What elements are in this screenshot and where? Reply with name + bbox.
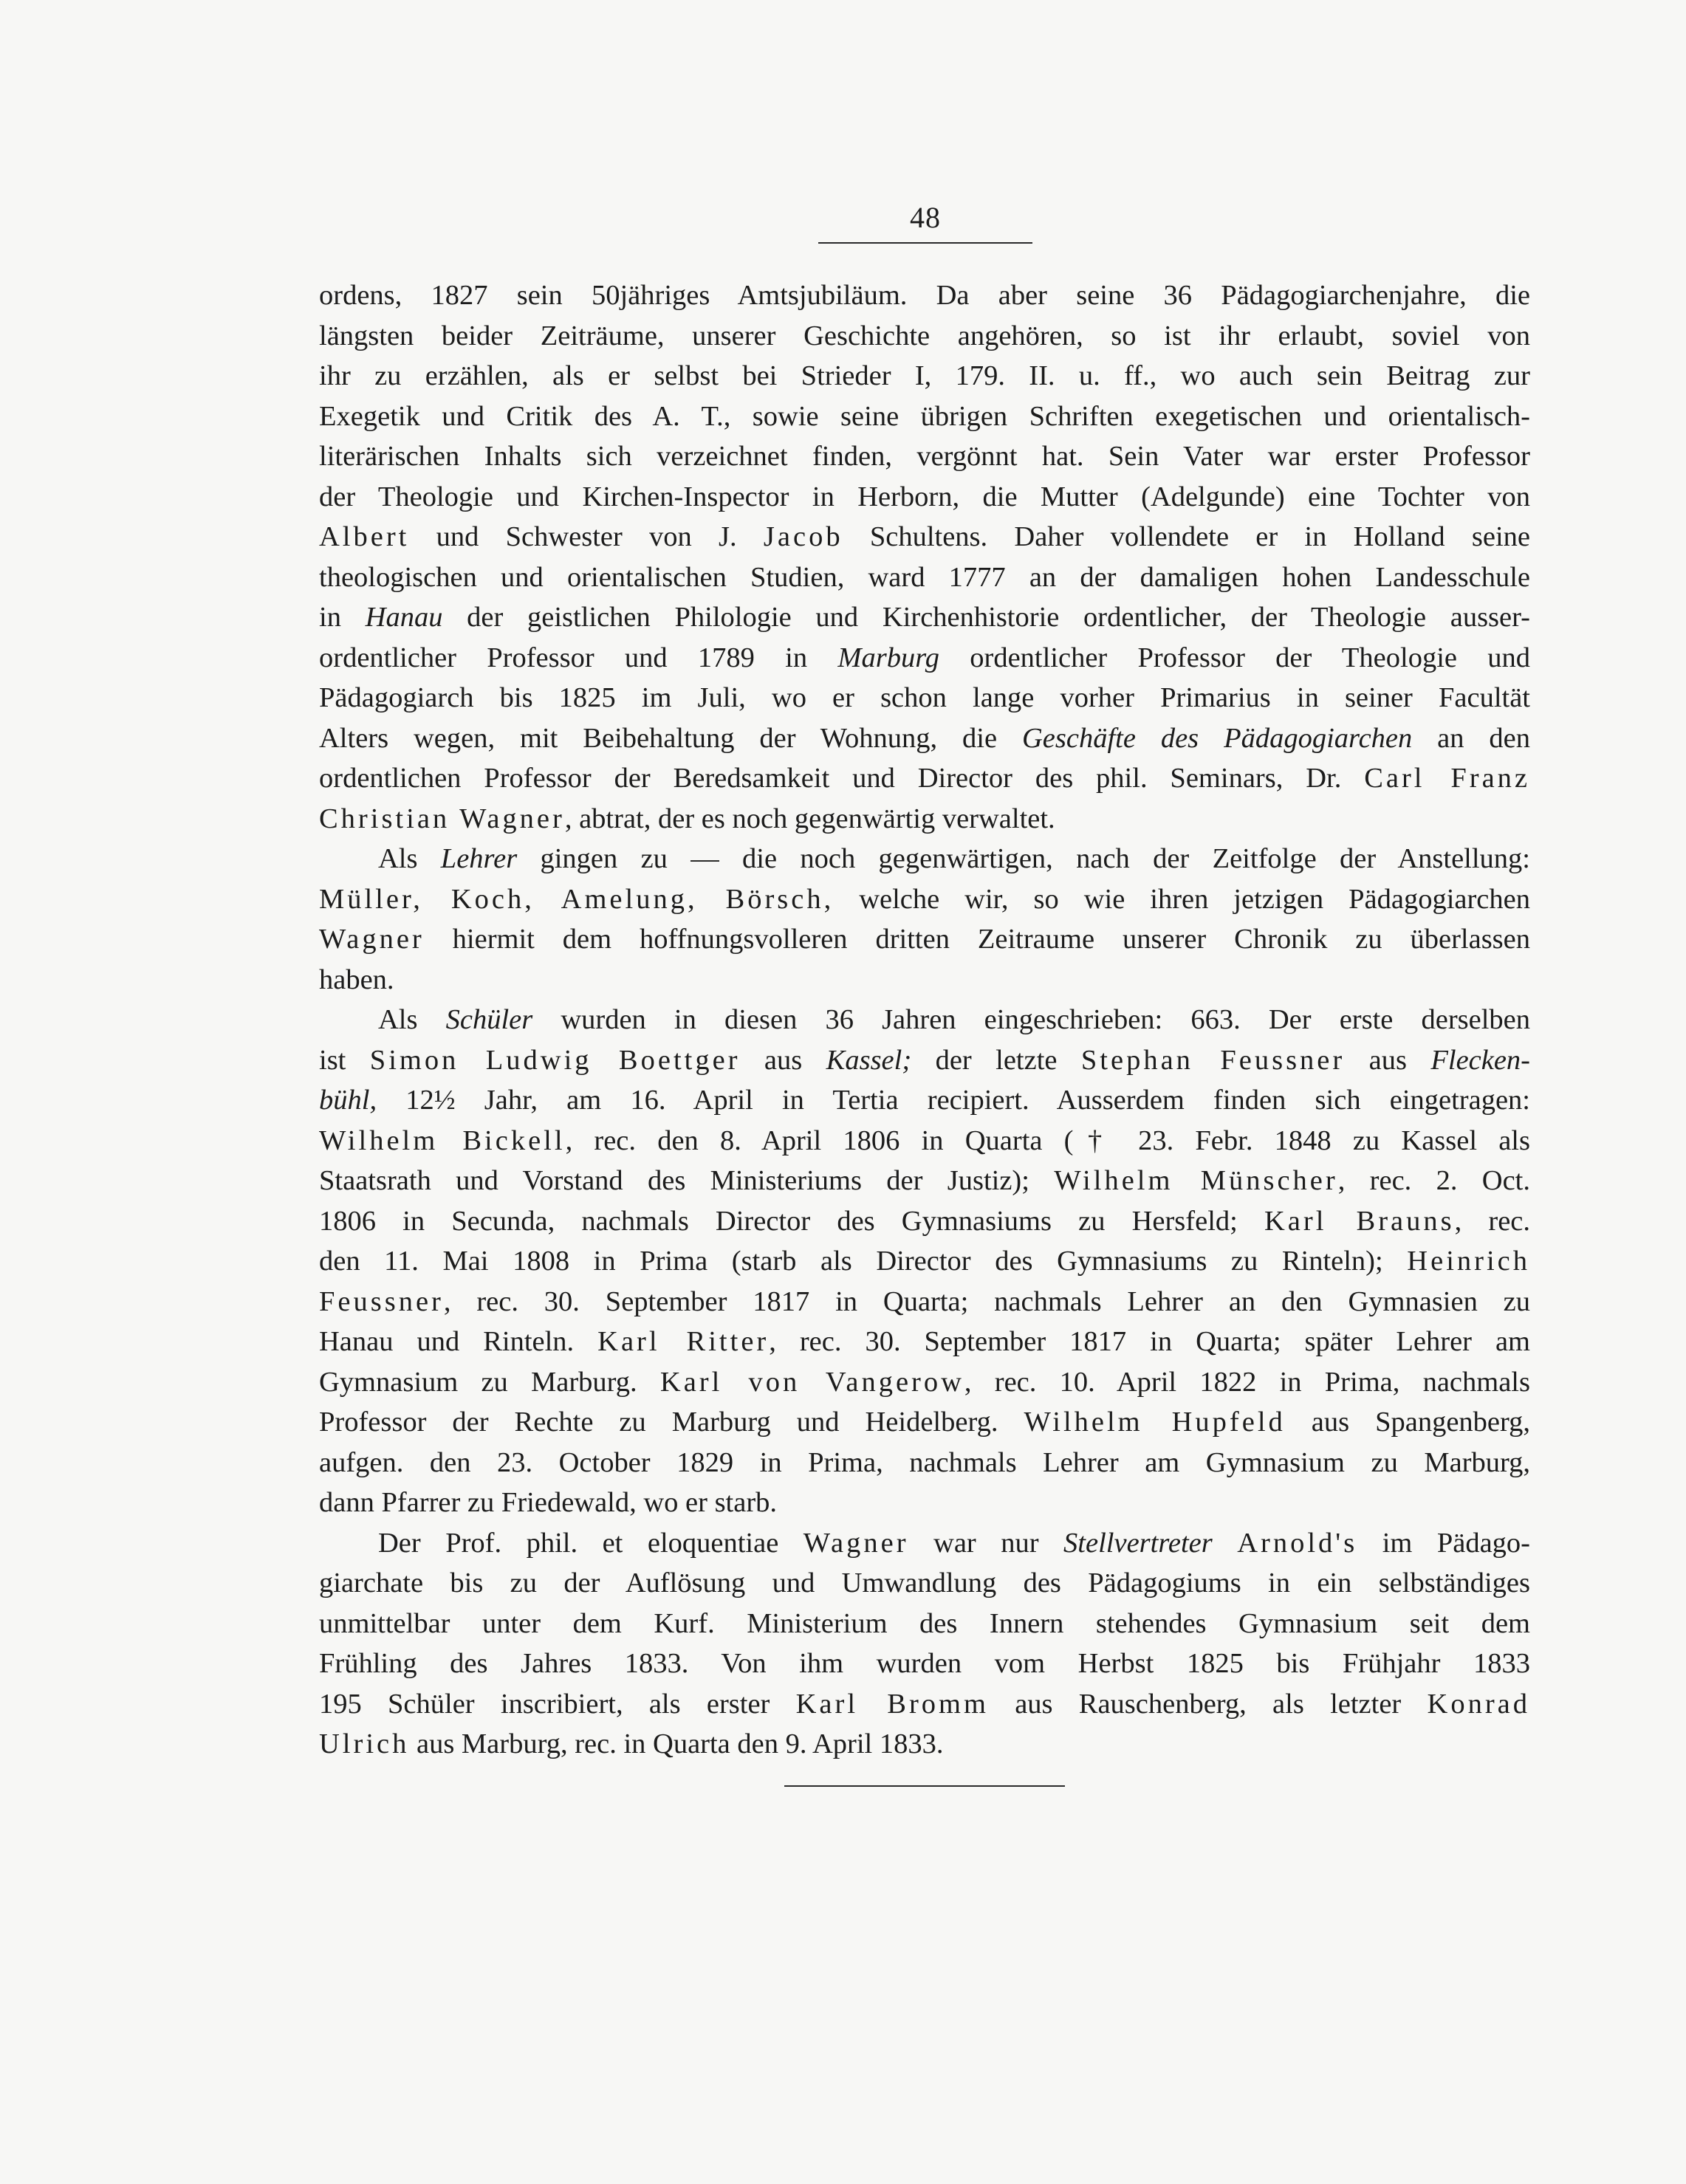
text-run: der geistlichen Philologie und Kirchenhistorie ordentlicher, der Theologie ausser- [442, 602, 1530, 633]
text-line [319, 1201, 1530, 1242]
text-line [319, 557, 1530, 598]
text-line [319, 1402, 1530, 1443]
text-run: Alters wegen, mit Beibehaltung der Wohnung, die [319, 722, 1022, 754]
text-run: , rec. 30. September 1817 in Quarta; später Lehrer am [769, 1326, 1530, 1357]
text-run: Schultens. Daher vollendete er in Holland seine [843, 521, 1530, 552]
text-run: dann Pfarrer zu Friedewald, wo er starb. [319, 1487, 778, 1518]
text-line [319, 1523, 1530, 1564]
text-run: 12½ Jahr, am 16. April in Tertia recipiert. Ausserdem finden sich eingetragen: [377, 1085, 1530, 1116]
text-run: der Theologie und Kirchen-Inspector in Herborn, die Mutter (Adelgunde) eine Tochter von [319, 481, 1530, 512]
text-line [319, 718, 1530, 759]
spaced-name: Karl von Vangerow [659, 1366, 964, 1398]
text-line [319, 477, 1530, 518]
text-run: Als [378, 1004, 446, 1035]
spaced-name: Ulrich [319, 1728, 410, 1759]
text-run: hiermit dem hoffnungsvolleren dritten Zeitraume unserer Chronik zu überlassen [424, 924, 1530, 955]
text-line [319, 1724, 1530, 1765]
text-line [319, 1322, 1530, 1362]
spaced-name: Konrad [1427, 1688, 1530, 1720]
spaced-name: Wagner [319, 924, 425, 955]
text-run: in [319, 602, 366, 633]
text-run: aus [740, 1044, 826, 1076]
italic-text: Stellvertreter [1063, 1527, 1213, 1559]
text-run: gingen zu — die noch gegenwärtigen, nach der Zeitfolge der Anstellung: [517, 843, 1530, 874]
page-header [818, 199, 1032, 244]
text-run: , rec. den 8. April 1806 in Quarta († 23. Febr. 1848 zu Kassel als [565, 1124, 1530, 1156]
text-line [319, 1000, 1530, 1040]
spaced-name: Müller, Koch, Amelung, Börsch, [319, 883, 835, 915]
text-run: Gymnasium zu Marburg. [319, 1366, 660, 1398]
italic-text: Marburg [837, 642, 939, 673]
text-line [319, 517, 1530, 557]
text-run: Frühling des Jahres 1833. Von ihm wurden vom Herbst 1825 bis Frühjahr 1833 [319, 1648, 1530, 1679]
spaced-name: Wilhelm Münscher [1054, 1165, 1338, 1196]
text-run: war nur [908, 1527, 1064, 1559]
text-line [319, 1161, 1530, 1201]
text-run: , rec. [1454, 1205, 1530, 1237]
text-line [319, 1362, 1530, 1403]
spaced-name: Carl Franz [1364, 763, 1530, 794]
text-run: im Pädago- [1357, 1527, 1530, 1559]
text-run: ordens, 1827 sein 50jähriges Amtsjubiläum. Da aber seine 36 Pädagogiarchenjahre, die [319, 280, 1530, 311]
spaced-name: Stephan Feussner [1080, 1044, 1346, 1076]
spaced-name: Karl Ritter [597, 1326, 770, 1357]
text-run: literärischen Inhalts sich verzeichnet finden, vergönnt hat. Sein Vater war erster Professor [319, 441, 1530, 472]
text-run: haben. [319, 964, 394, 995]
text-line [319, 919, 1530, 960]
italic-text: Lehrer [440, 843, 518, 874]
text-line [319, 275, 1530, 316]
text-run: wurden in diesen 36 Jahren eingeschrieben: 663. Der erste derselben [532, 1004, 1531, 1035]
page-number: 48 [910, 201, 941, 234]
text-run: aus [1345, 1044, 1431, 1076]
spaced-name: Wagner [803, 1527, 909, 1559]
text-run: theologischen und orientalischen Studien, ward 1777 an der damaligen hohen Landesschule [319, 561, 1530, 593]
text-run: ist [319, 1044, 370, 1076]
text-run: an den [1412, 722, 1530, 754]
spaced-name: Christian Wagner [319, 803, 565, 834]
text-run: , rec. 30. September 1817 in Quarta; nachmals Lehrer an den Gymnasien zu [443, 1285, 1530, 1317]
text-line [319, 1040, 1530, 1081]
text-line [319, 1563, 1530, 1604]
text-run: ordentlichen Professor der Beredsamkeit und Director des phil. Seminars, Dr. [319, 763, 1365, 794]
text-line [319, 436, 1530, 477]
header-rule [818, 242, 1032, 244]
text-run [1213, 1528, 1237, 1559]
italic-text: Geschäfte des Pädagogiarchen [1022, 722, 1413, 754]
text-line [319, 799, 1530, 839]
text-run: Professor der Rechte zu Marburg und Heidelberg. [319, 1407, 1024, 1438]
text-line [319, 1684, 1530, 1725]
spaced-name: Arnold's [1237, 1527, 1358, 1559]
text-line [319, 1483, 1530, 1523]
text-run: Der Prof. phil. et eloquentiae [378, 1527, 803, 1559]
spaced-name: Feussner [319, 1285, 444, 1317]
spaced-name: Heinrich [1407, 1246, 1530, 1277]
italic-text: bühl, [319, 1085, 377, 1116]
text-line [319, 960, 1530, 1000]
text-run: aus Rauschenberg, als letzter [988, 1688, 1428, 1720]
italic-text: Hanau [365, 602, 443, 633]
text-run: unmittelbar unter dem Kurf. Ministerium des Innern stehendes Gymnasium seit dem [319, 1607, 1530, 1639]
text-run: ordentlicher Professor und 1789 in [319, 642, 838, 673]
text-run: Als [378, 843, 441, 874]
text-run: , abtrat, der es noch gegenwärtig verwaltet. [564, 803, 1055, 834]
text-run: Pädagogiarch bis 1825 im Juli, wo er schon lange vorher Primarius in seiner Facultät [319, 682, 1530, 713]
text-run: aus Spangenberg, [1285, 1407, 1531, 1438]
spaced-name: Albert [319, 521, 410, 552]
text-run: aufgen. den 23. October 1829 in Prima, nachmals Lehrer am Gymnasium zu Marburg, [319, 1446, 1530, 1478]
text-run: und Schwester von J. [409, 521, 764, 552]
spaced-name: Karl Brauns [1264, 1205, 1455, 1237]
text-run: längsten beider Zeiträume, unserer Geschichte angehören, so ist ihr erlaubt, soviel von [319, 320, 1530, 351]
text-line [319, 1121, 1530, 1161]
text-line [319, 1282, 1530, 1322]
text-line [319, 839, 1530, 879]
text-run: ihr zu erzählen, als er selbst bei Strieder I, 179. II. u. ff., wo auch sein Beitrag zur [319, 360, 1530, 391]
body-text [319, 275, 1530, 1765]
italic-text: Flecken- [1430, 1044, 1530, 1076]
end-rule [784, 1785, 1065, 1787]
text-run: welche wir, so wie ihren jetzigen Pädagogiarchen [834, 883, 1530, 915]
text-line [319, 396, 1530, 437]
text-line [319, 879, 1530, 920]
text-line [319, 758, 1530, 799]
text-run: 195 Schüler inscribiert, als erster [319, 1688, 796, 1720]
spaced-name: Wilhelm Bickell [319, 1124, 566, 1156]
italic-text: Schüler [445, 1004, 533, 1035]
spaced-name: Wilhelm Hupfeld [1024, 1407, 1286, 1438]
text-run: ordentlicher Professor der Theologie und [939, 642, 1530, 673]
spaced-name: Karl Bromm [795, 1688, 989, 1720]
text-run: der letzte [911, 1044, 1081, 1076]
text-line [319, 597, 1530, 638]
text-run: Staatsrath und Vorstand des Ministeriums der Justiz); [319, 1165, 1055, 1196]
text-run: Exegetik und Critik des A. T., sowie seine übrigen Schriften exegetischen und orientalisch- [319, 400, 1530, 432]
spaced-name: Jacob [763, 521, 843, 552]
text-line [319, 316, 1530, 357]
text-run: 1806 in Secunda, nachmals Director des Gymnasiums zu Hersfeld; [319, 1205, 1264, 1237]
text-line [319, 1644, 1530, 1684]
text-run: den 11. Mai 1808 in Prima (starb als Director des Gymnasiums zu Rinteln); [319, 1246, 1408, 1277]
text-line [319, 678, 1530, 718]
text-line [319, 638, 1530, 679]
text-run: giarchate bis zu der Auflösung und Umwandlung des Pädagogiums in ein selbständiges [319, 1567, 1530, 1598]
text-line [319, 356, 1530, 396]
text-line [319, 1241, 1530, 1282]
text-line [319, 1080, 1530, 1121]
text-run: aus Marburg, rec. in Quarta den 9. April 1833. [409, 1728, 944, 1759]
italic-text: Kassel; [826, 1044, 912, 1076]
text-line [319, 1604, 1530, 1644]
text-line [319, 1443, 1530, 1483]
text-run: , rec. 2. Oct. [1337, 1165, 1530, 1196]
text-run: , rec. 10. April 1822 in Prima, nachmals [964, 1366, 1530, 1398]
spaced-name: Simon Ludwig Boettger [369, 1044, 741, 1076]
text-run: Hanau und Rinteln. [319, 1326, 598, 1357]
